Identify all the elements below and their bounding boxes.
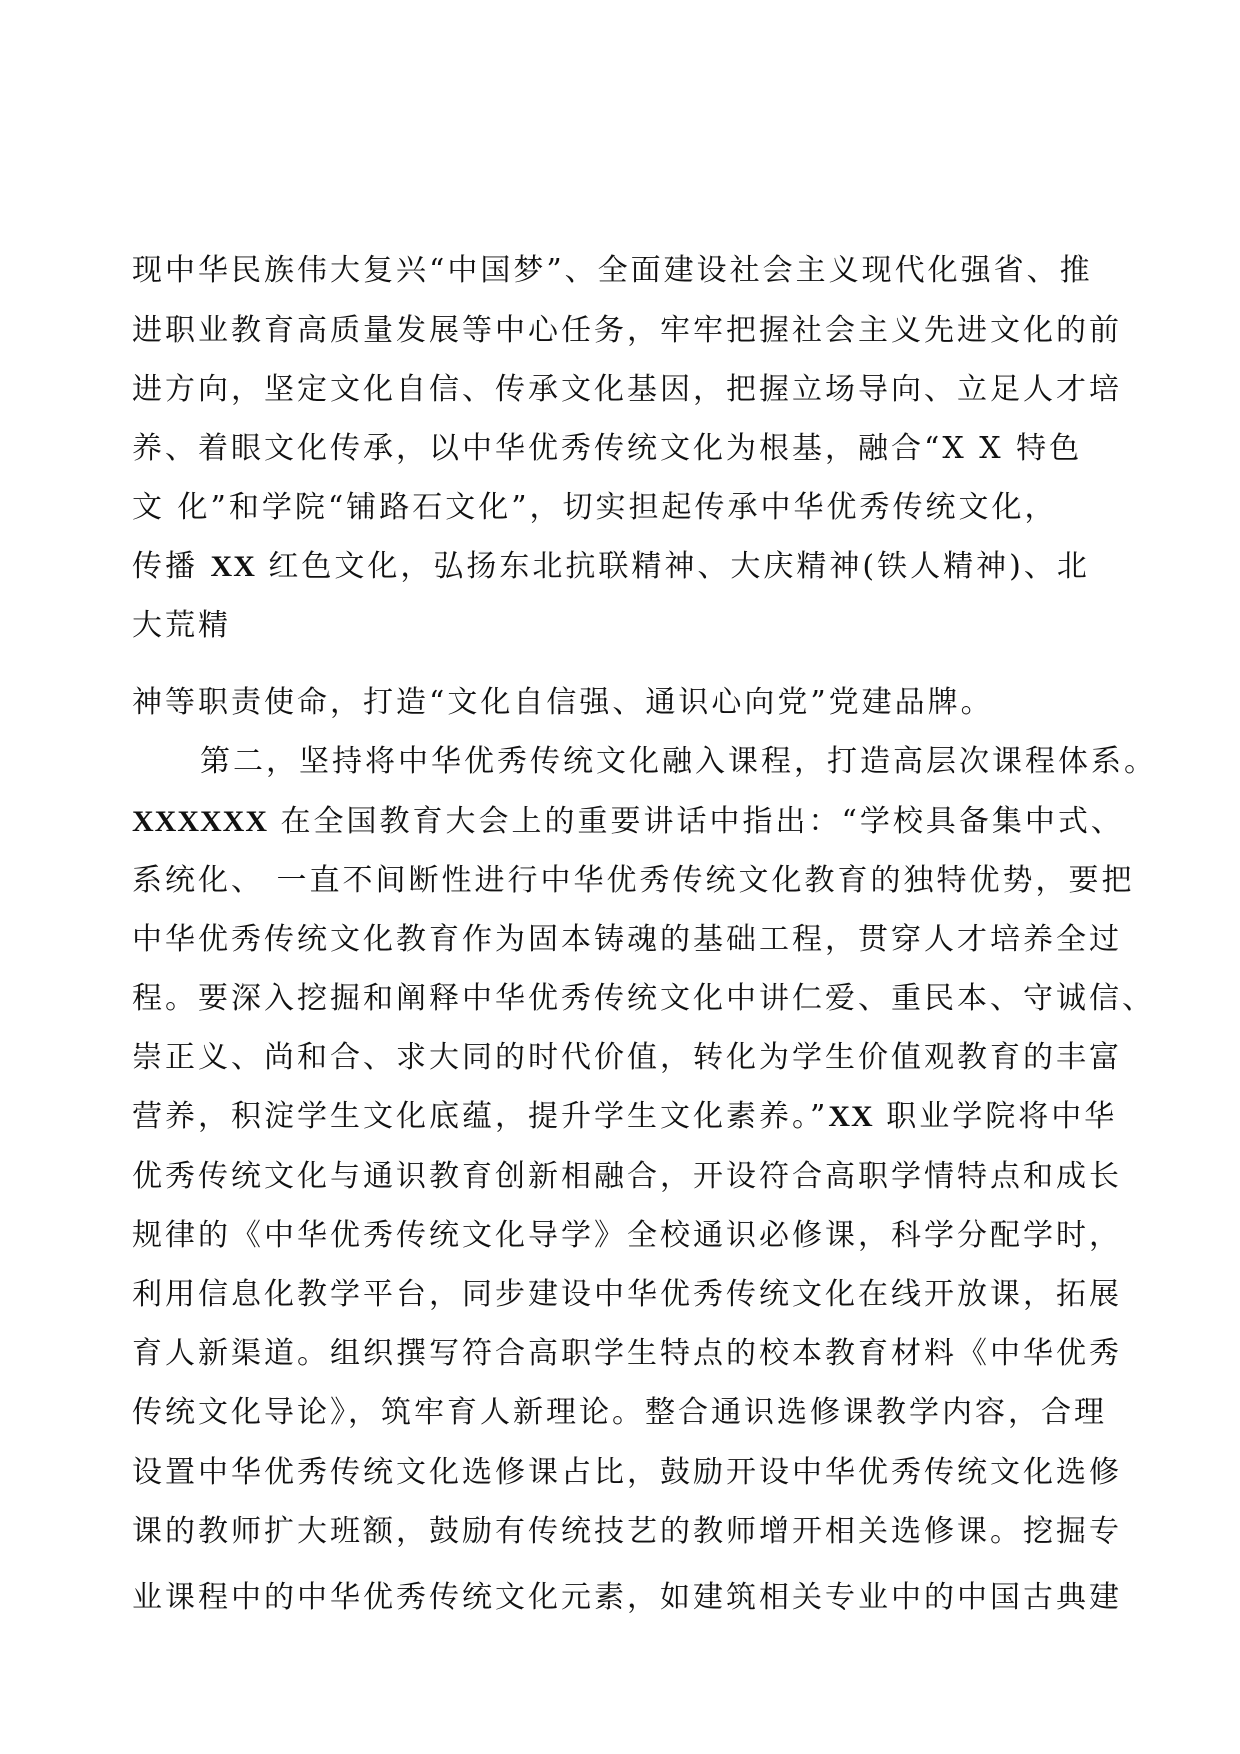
paragraph-line: 养、着眼文化传承，以中华优秀传统文化为根基，融合“X X 特色 — [132, 431, 1083, 466]
paragraph-line: 传统文化导论》，筑牢育人新理论。整合通识选修课教学内容，合理 — [132, 1395, 1107, 1430]
paragraph-line: 文 化”和学院“铺路石文化”，切实担起传承中华优秀传统文化， — [132, 490, 1058, 525]
redacted-name: XXXXXX — [132, 805, 268, 838]
paragraph-line: 设置中华优秀传统文化选修课占比，鼓励开设中华优秀传统文化选修 — [132, 1455, 1122, 1490]
paragraph-line: 进方向，坚定文化自信、传承文化基因，把握立场导向、立足人才培 — [132, 372, 1122, 407]
paragraph-line: 大荒精 — [132, 608, 231, 643]
redacted-name: XX — [210, 550, 256, 583]
paragraph-line — [132, 547, 1112, 587]
redacted-name: XX — [828, 1100, 874, 1133]
paragraph-line: 现中华民族伟大复兴“中国梦”、全面建设社会主义现代化强省、推 — [132, 253, 1093, 288]
paragraph-line: 规律的《中华优秀传统文化导学》全校通识必修课，科学分配学时， — [132, 1218, 1122, 1253]
paragraph-line: 利用信息化教学平台，同步建设中华优秀传统文化在线开放课，拓展 — [132, 1277, 1122, 1312]
paragraph-line: 系统化、 一直不间断性进行中华优秀传统文化教育的独特优势，要把 — [132, 863, 1135, 898]
paragraph-line: 程。要深入挖掘和阐释中华优秀传统文化中讲仁爱、重民本、守诚信、 — [132, 981, 1155, 1016]
paragraph-line — [132, 1097, 1118, 1137]
paragraph-line: 进职业教育高质量发展等中心任务，牢牢把握社会主义先进文化的前 — [132, 313, 1122, 348]
paragraph-line: 中华优秀传统文化教育作为固本铸魂的基础工程，贯穿人才培养全过 — [132, 922, 1122, 957]
line-text: 职业学院将中华 — [873, 1099, 1118, 1134]
line-text: 传播 — [132, 549, 211, 584]
paragraph-line: 崇正义、尚和合、求大同的时代价值，转化为学生价值观教育的丰富 — [132, 1040, 1122, 1075]
paragraph-line: 业课程中的中华优秀传统文化元素，如建筑相关专业中的中国古典建 — [132, 1580, 1122, 1615]
paragraph-line — [132, 802, 1124, 842]
paragraph-line: 神等职责使命，打造“文化自信强、通识心向党”党建品牌。 — [132, 685, 994, 720]
line-text: 在全国教育大会上的重要讲话中指出：“学校具备集中式、 — [268, 804, 1124, 839]
paragraph-heading-line: 第二，坚持将中华优秀传统文化融入课程，打造高层次课程体系。 — [200, 744, 1157, 779]
paragraph-line: 课的教师扩大班额，鼓励有传统技艺的教师增开相关选修课。挖掘专 — [132, 1514, 1122, 1549]
paragraph-line: 育人新渠道。组织撰写符合高职学生特点的校本教育材料《中华优秀 — [132, 1336, 1122, 1371]
line-text: 红色文化，弘扬东北抗联精神、大庆精神(铁人精神)、北 — [255, 549, 1090, 584]
line-text: 营养，积淀学生文化底蕴，提升学生文化素养。” — [132, 1099, 829, 1134]
paragraph-line: 优秀传统文化与通识教育创新相融合，开设符合高职学情特点和成长 — [132, 1159, 1122, 1194]
